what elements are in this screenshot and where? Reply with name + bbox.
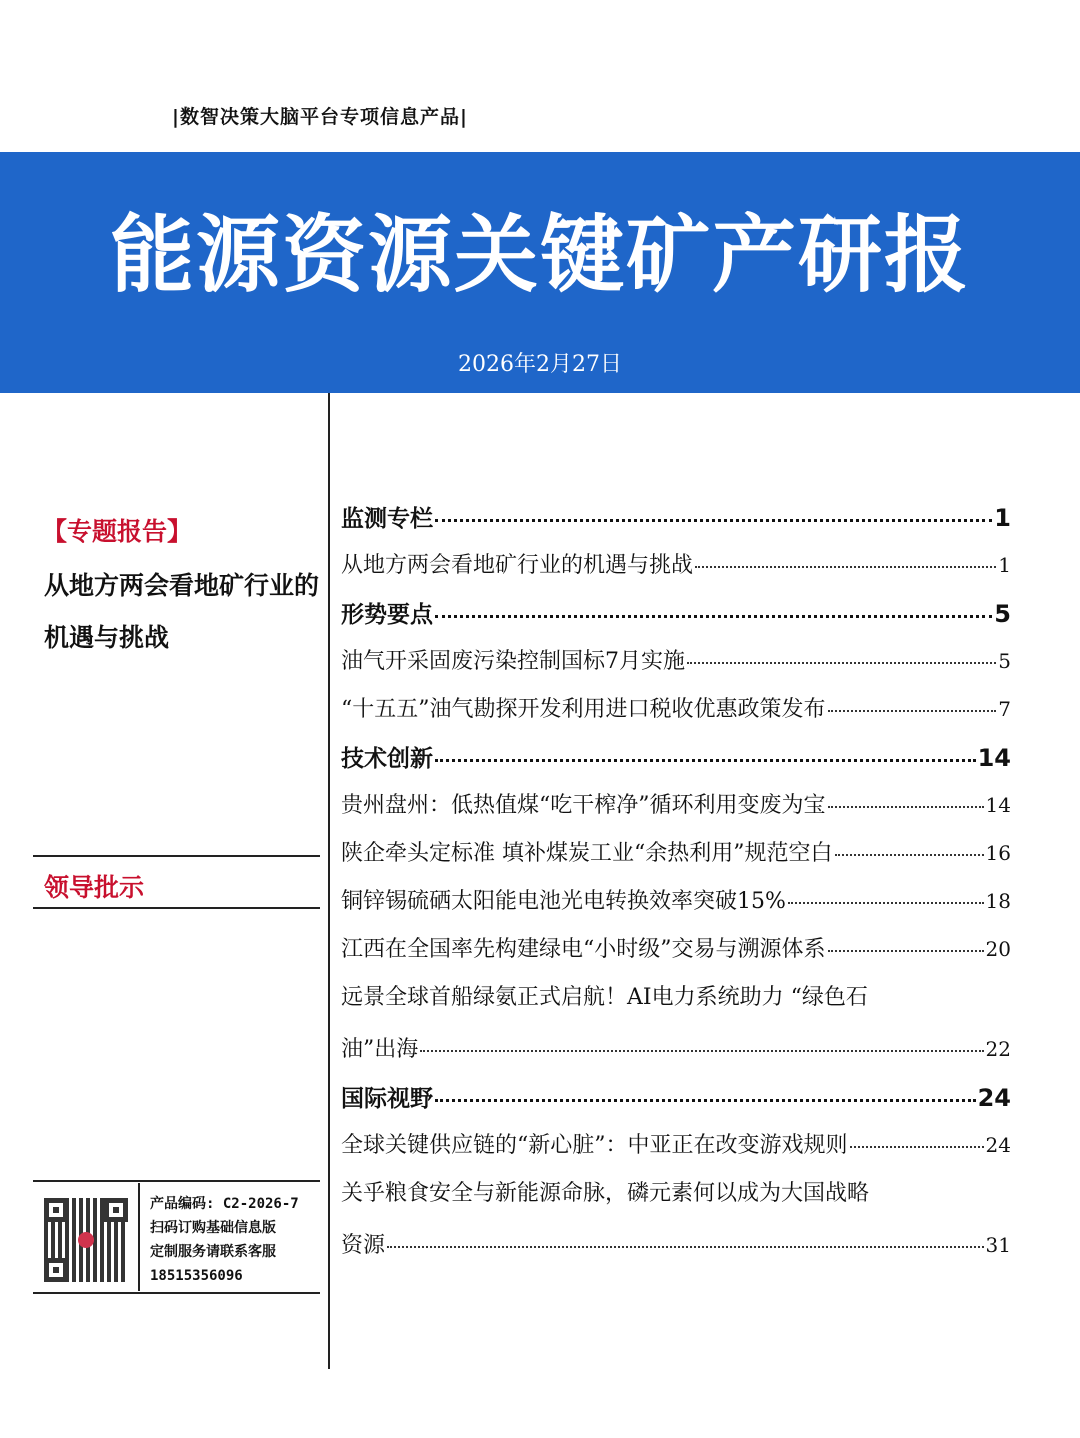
toc-page-number: 5 bbox=[998, 649, 1011, 673]
leader-dots bbox=[687, 662, 996, 664]
toc-item[interactable] bbox=[341, 692, 1011, 740]
qr-finder-icon bbox=[104, 1198, 128, 1222]
toc-item-title: 陕企牵头定标准 填补煤炭工业“余热利用”规范空白 bbox=[341, 841, 833, 866]
toc-item-continuation[interactable] bbox=[341, 1228, 1011, 1276]
toc-item[interactable] bbox=[341, 788, 1011, 836]
toc-page-number: 20 bbox=[985, 937, 1011, 961]
leader-dots bbox=[695, 566, 996, 568]
divider-line bbox=[33, 907, 320, 909]
product-tagline: |数智决策大脑平台专项信息产品| bbox=[172, 106, 468, 128]
toc-section-title: 监测专栏 bbox=[341, 506, 433, 532]
toc-item-title: 铜锌锡硫硒太阳能电池光电转换效率突破15% bbox=[341, 889, 786, 914]
toc-item-title: “十五五”油气勘探开发利用进口税收优惠政策发布 bbox=[341, 697, 826, 722]
toc-section-title: 国际视野 bbox=[341, 1086, 433, 1112]
toc-item-title-continued: 油”出海 bbox=[341, 1037, 419, 1062]
title-banner bbox=[0, 152, 1080, 393]
toc-section[interactable] bbox=[341, 740, 1011, 788]
leader-comments-label: 领导批示 bbox=[44, 873, 145, 902]
toc-section-title: 技术创新 bbox=[341, 746, 433, 772]
table-of-contents bbox=[341, 500, 1011, 1276]
toc-item-title: 油气开采固废污染控制国标7月实施 bbox=[341, 649, 685, 674]
toc-item-title: 远景全球首船绿氨正式启航！AI电力系统助力 “绿色石 bbox=[341, 985, 868, 1010]
contact-info bbox=[150, 1192, 299, 1288]
contact-phone: 18515356096 bbox=[150, 1268, 243, 1284]
order-note: 扫码订购基础信息版 bbox=[150, 1220, 276, 1236]
toc-item[interactable] bbox=[341, 836, 1011, 884]
qr-finder-icon bbox=[44, 1258, 68, 1282]
toc-item-title: 江西在全国率先构建绿电“小时级”交易与溯源体系 bbox=[341, 937, 826, 962]
toc-item-title: 全球关键供应链的“新心脏”：中亚正在改变游戏规则 bbox=[341, 1133, 848, 1158]
leader-dots bbox=[828, 950, 984, 952]
toc-item[interactable] bbox=[341, 884, 1011, 932]
toc-item-title: 从地方两会看地矿行业的机遇与挑战 bbox=[341, 553, 694, 578]
leader-dots bbox=[435, 759, 976, 762]
toc-item[interactable] bbox=[341, 644, 1011, 692]
toc-section-title: 形势要点 bbox=[341, 602, 433, 628]
toc-section[interactable] bbox=[341, 500, 1011, 548]
toc-page-number: 1 bbox=[994, 504, 1011, 532]
divider-line bbox=[33, 1180, 320, 1182]
qr-finder-icon bbox=[44, 1198, 68, 1222]
leader-dots bbox=[788, 902, 984, 904]
toc-item[interactable] bbox=[341, 932, 1011, 980]
leader-dots bbox=[387, 1246, 984, 1248]
qr-logo-icon bbox=[78, 1232, 94, 1248]
leader-dots bbox=[835, 854, 984, 856]
toc-page-number: 24 bbox=[977, 1084, 1011, 1112]
divider-line bbox=[138, 1183, 140, 1291]
toc-item[interactable] bbox=[341, 1176, 1011, 1228]
report-date: 2026年2月27日 bbox=[458, 352, 622, 377]
leader-dots bbox=[850, 1146, 984, 1148]
toc-item-title: 贵州盘州：低热值煤“吃干榨净”循环利用变废为宝 bbox=[341, 793, 826, 818]
toc-page-number: 7 bbox=[998, 697, 1011, 721]
toc-page-number: 18 bbox=[985, 889, 1011, 913]
toc-page-number: 31 bbox=[985, 1233, 1011, 1257]
divider-line bbox=[33, 855, 320, 857]
toc-page-number: 22 bbox=[985, 1037, 1011, 1061]
toc-item-title-continued: 资源 bbox=[341, 1233, 386, 1258]
product-code: 产品编码: C2-2026-7 bbox=[150, 1196, 299, 1212]
toc-page-number: 5 bbox=[994, 600, 1011, 628]
leader-dots bbox=[435, 1099, 976, 1102]
report-title: 能源资源关键矿产研报 bbox=[109, 206, 970, 304]
leader-dots bbox=[420, 1050, 983, 1052]
qr-code-icon[interactable] bbox=[44, 1198, 128, 1282]
toc-item[interactable] bbox=[341, 548, 1011, 596]
toc-page-number: 16 bbox=[985, 841, 1011, 865]
toc-page-number: 1 bbox=[998, 553, 1011, 577]
divider-line bbox=[33, 1292, 320, 1294]
toc-item[interactable] bbox=[341, 1128, 1011, 1176]
toc-item-title: 关乎粮食安全与新能源命脉，磷元素何以成为大国战略 bbox=[341, 1181, 870, 1206]
toc-item[interactable] bbox=[341, 980, 1011, 1032]
toc-section[interactable] bbox=[341, 596, 1011, 644]
topic-tag: 【专题报告】 bbox=[42, 517, 193, 546]
leader-dots bbox=[828, 806, 984, 808]
topic-title: 从地方两会看地矿行业的机遇与挑战 bbox=[44, 571, 320, 652]
column-divider bbox=[328, 393, 330, 1369]
toc-item-continuation[interactable] bbox=[341, 1032, 1011, 1080]
toc-section[interactable] bbox=[341, 1080, 1011, 1128]
leader-dots bbox=[435, 615, 992, 618]
toc-page-number: 14 bbox=[985, 793, 1011, 817]
leader-dots bbox=[435, 519, 992, 522]
leader-dots bbox=[828, 710, 997, 712]
toc-page-number: 14 bbox=[977, 744, 1011, 772]
custom-service-note: 定制服务请联系客服 bbox=[150, 1244, 276, 1260]
toc-page-number: 24 bbox=[985, 1133, 1011, 1157]
